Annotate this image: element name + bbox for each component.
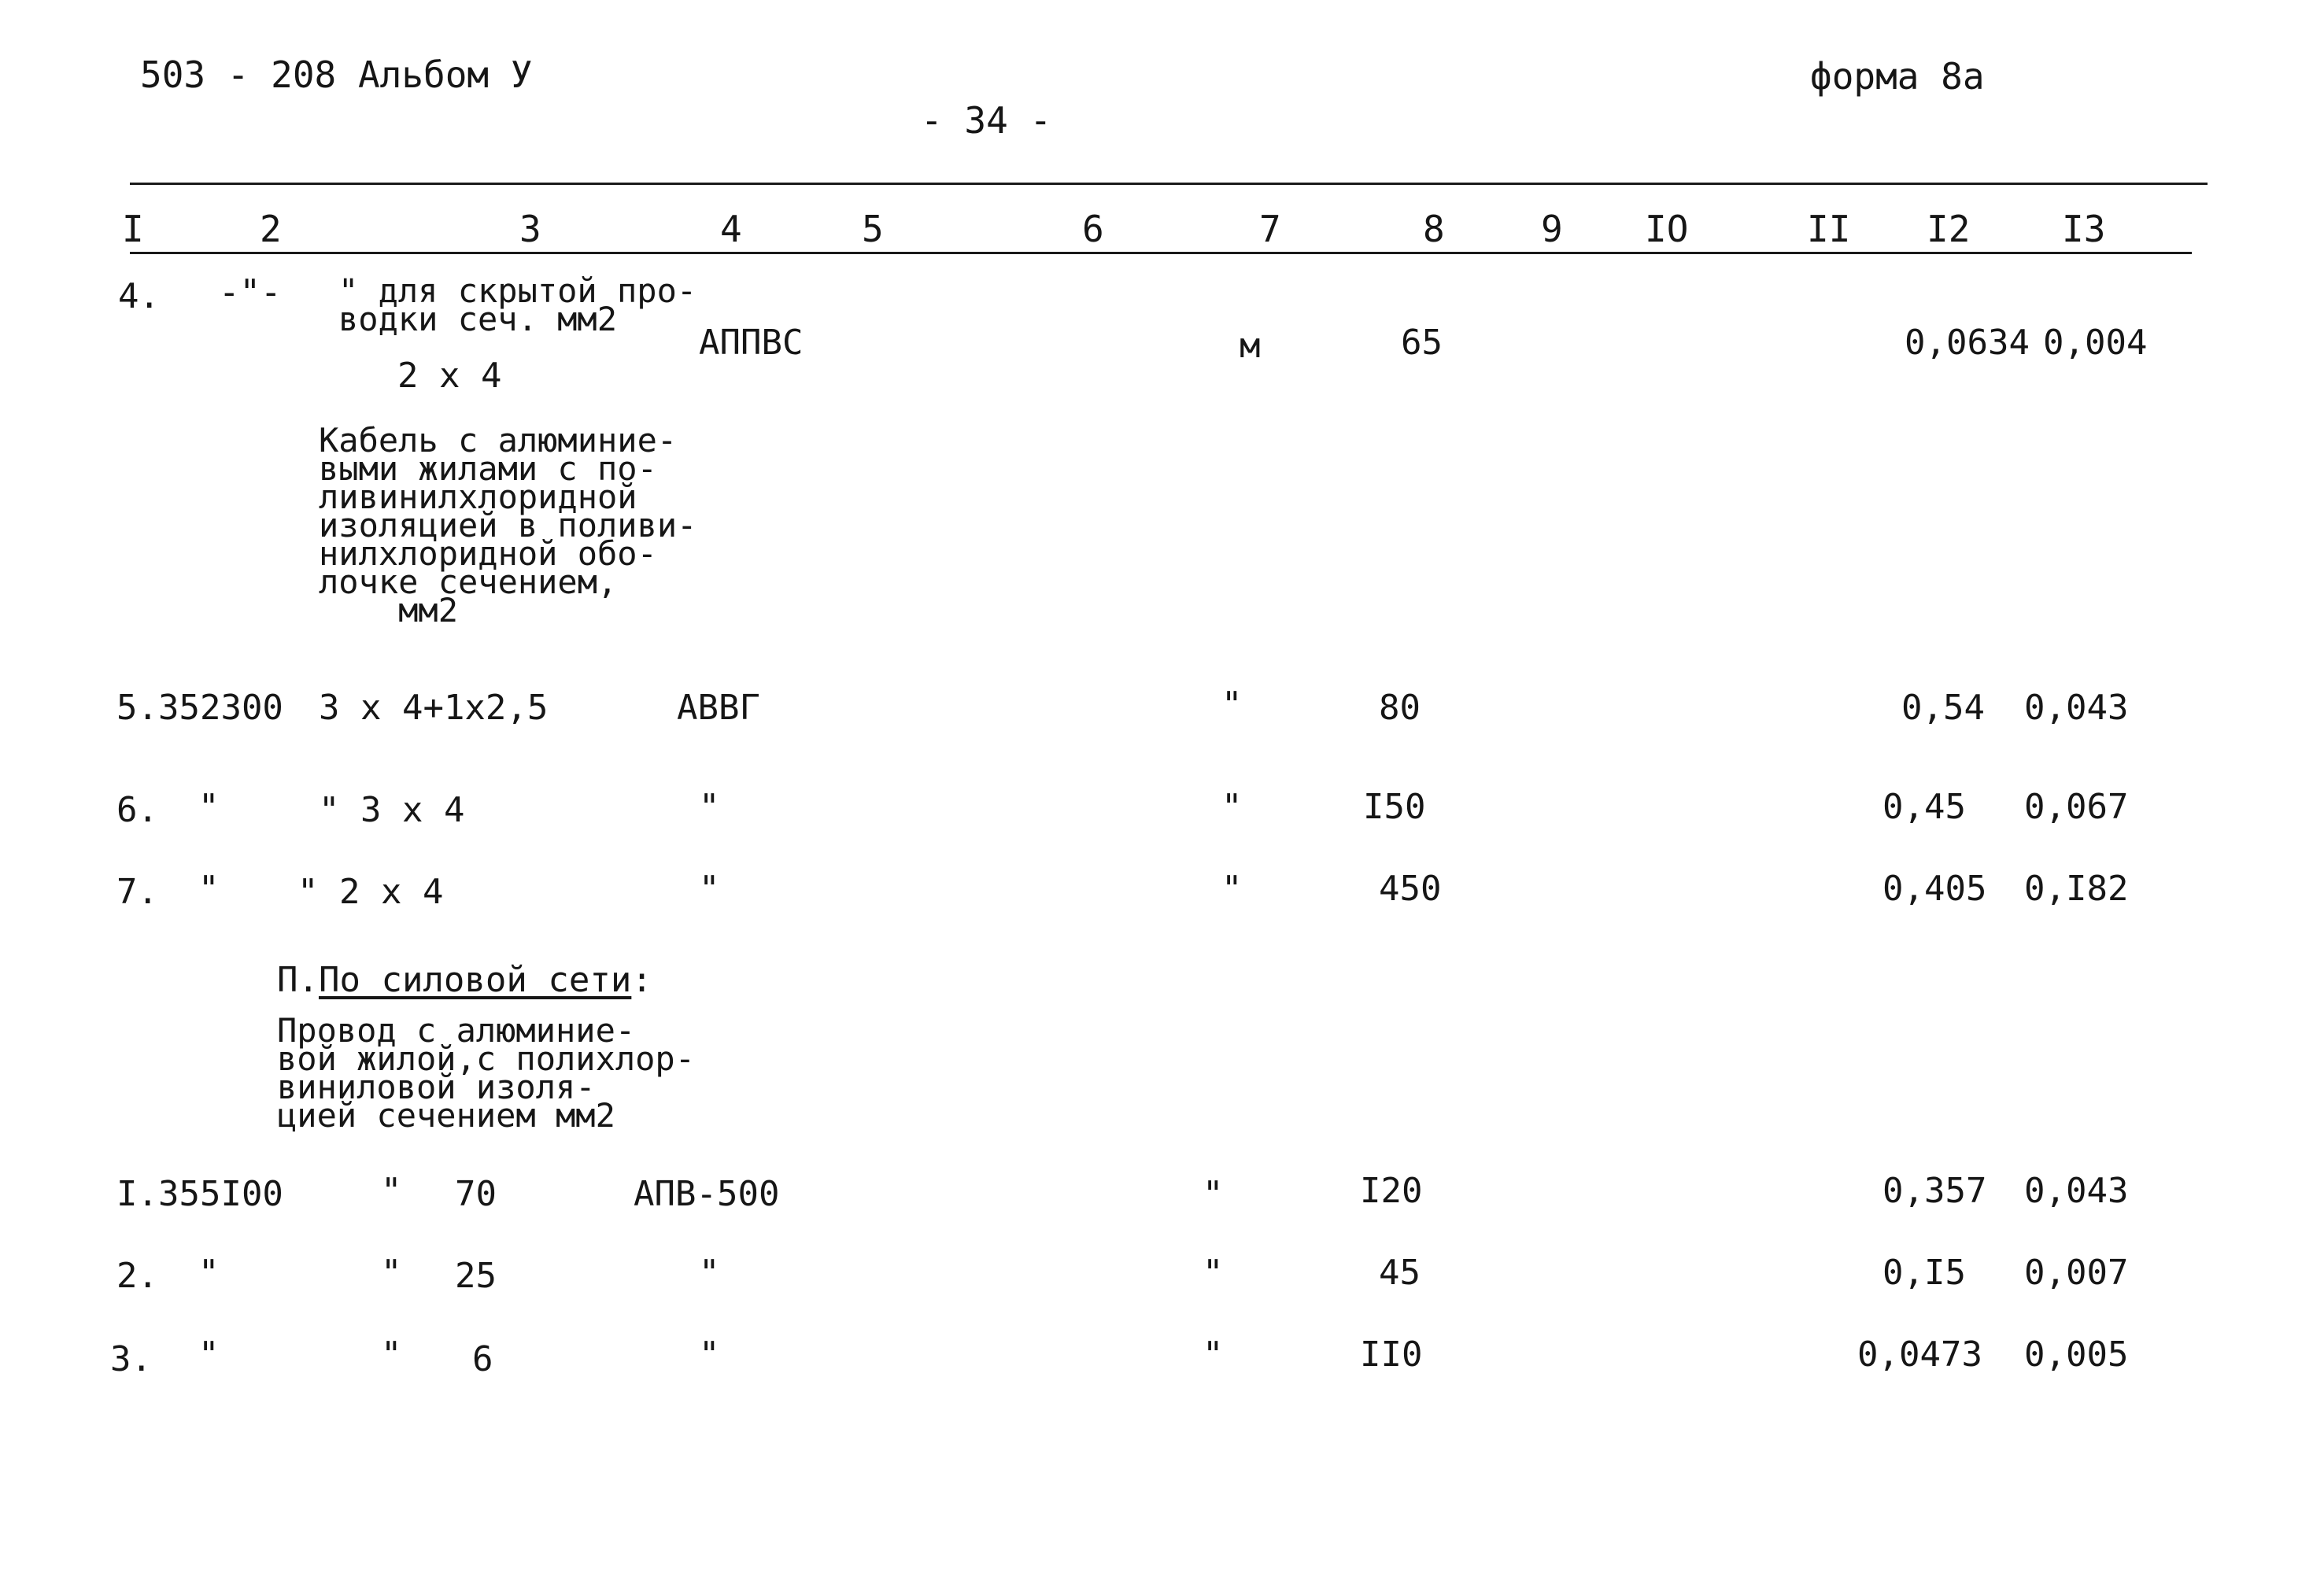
row-code-2: ": [381, 1335, 402, 1375]
row-mark: АВВГ: [677, 688, 760, 728]
form-label: форма 8а: [1810, 55, 1985, 98]
row-unit: ": [1203, 1253, 1224, 1293]
row-col-12: 0,0473: [1857, 1335, 1982, 1375]
row-col-12: 0,I5: [1882, 1253, 1966, 1293]
row-col-12: 0,0634: [1905, 323, 2030, 363]
col-9: 9: [1541, 208, 1563, 250]
row-col-13: 0,043: [2024, 688, 2129, 728]
col-13: I3: [2062, 208, 2106, 250]
row-code: ": [198, 1335, 220, 1375]
col-1: I: [122, 208, 144, 250]
row-col-13: 0,007: [2024, 1253, 2129, 1293]
col-3: 3: [519, 208, 541, 250]
section-prefix: П.: [277, 960, 319, 1000]
row-col-12: 0,54: [1901, 688, 1985, 728]
row-description: 25: [455, 1256, 497, 1296]
row-number: 6.: [116, 790, 158, 830]
row-number: 3.: [110, 1339, 152, 1379]
col-7: 7: [1259, 208, 1281, 250]
col-6: 6: [1082, 208, 1104, 250]
row-number: 4.: [118, 276, 160, 316]
row-unit: ": [1203, 1335, 1224, 1375]
row-unit: м: [1240, 326, 1261, 366]
row-number: 2.: [116, 1256, 158, 1296]
row-col-13: 0,043: [2024, 1171, 2129, 1211]
section-suffix: :: [631, 960, 652, 1000]
row-mark: АПВ-500: [634, 1174, 780, 1214]
row-col-12: 0,405: [1882, 869, 1987, 909]
col-5: 5: [862, 208, 884, 250]
row-code: ": [381, 1171, 402, 1211]
row-code: ": [198, 787, 220, 827]
row-mark: ": [699, 1253, 720, 1293]
row-description: " 3 x 4: [319, 790, 465, 830]
row-col-13: 0,I82: [2024, 869, 2129, 909]
col-8: 8: [1423, 208, 1445, 250]
cable-description: Кабель с алюминие- выми жилами с по- ливинилхлоридной изоляцией в поливи- нилхлоридной обо- лочке сечением, мм2: [319, 421, 697, 629]
section-heading: [277, 960, 652, 1000]
col-10: IO: [1645, 208, 1689, 250]
header-rule: [130, 252, 2192, 254]
row-mark: ": [699, 1335, 720, 1375]
album-code: 503 - 208 Альбом У: [140, 54, 533, 96]
row-unit: ": [1221, 787, 1243, 827]
row-code: -"-: [219, 272, 282, 312]
page-number: - 34 -: [921, 99, 1052, 142]
row-col-12: 0,45: [1882, 787, 1966, 827]
row-unit: ": [1221, 685, 1243, 725]
row-description: 3 x 4+1x2,5: [319, 688, 549, 728]
row-mark: ": [699, 869, 720, 909]
row-quantity: 45: [1379, 1253, 1421, 1293]
row-quantity: 450: [1379, 869, 1442, 909]
row-code-2: ": [381, 1253, 402, 1293]
row-quantity: 80: [1379, 688, 1421, 728]
row-number: 5.352300: [116, 688, 283, 728]
col-12: I2: [1927, 208, 1971, 250]
row-code: ": [198, 1253, 220, 1293]
top-rule: [130, 183, 2208, 185]
row-quantity: II0: [1360, 1335, 1423, 1375]
row-col-13: 0,067: [2024, 787, 2129, 827]
row-number: 7.: [116, 872, 158, 912]
row-number: I.355I00: [116, 1174, 283, 1214]
row-description: " для скрытой про- водки сеч. мм2: [338, 271, 697, 338]
row-unit: ": [1203, 1174, 1224, 1214]
row-col-13: 0,005: [2024, 1335, 2129, 1375]
col-2: 2: [260, 208, 282, 250]
row-code: ": [198, 869, 220, 909]
row-mark: АППВС: [699, 323, 804, 363]
row-unit: ": [1221, 869, 1243, 909]
section-title: По силовой сети: [318, 960, 632, 1000]
row-quantity: I50: [1363, 787, 1426, 827]
row-size: 2 x 4: [397, 356, 502, 396]
col-11: II: [1807, 208, 1851, 250]
row-quantity: 65: [1401, 323, 1443, 363]
row-mark: ": [699, 787, 720, 827]
row-col-12: 0,357: [1882, 1171, 1987, 1211]
col-4: 4: [720, 208, 742, 250]
wire-description: Провод с алюминие- вой жилой,с полихлор- виниловой изоля- цией сечением мм2: [277, 1011, 696, 1135]
row-col-13: 0,004: [2043, 323, 2148, 363]
row-quantity: I20: [1360, 1171, 1423, 1211]
row-description: 6: [472, 1339, 493, 1379]
row-description: " 2 x 4: [297, 872, 444, 912]
row-description: 70: [455, 1174, 497, 1214]
